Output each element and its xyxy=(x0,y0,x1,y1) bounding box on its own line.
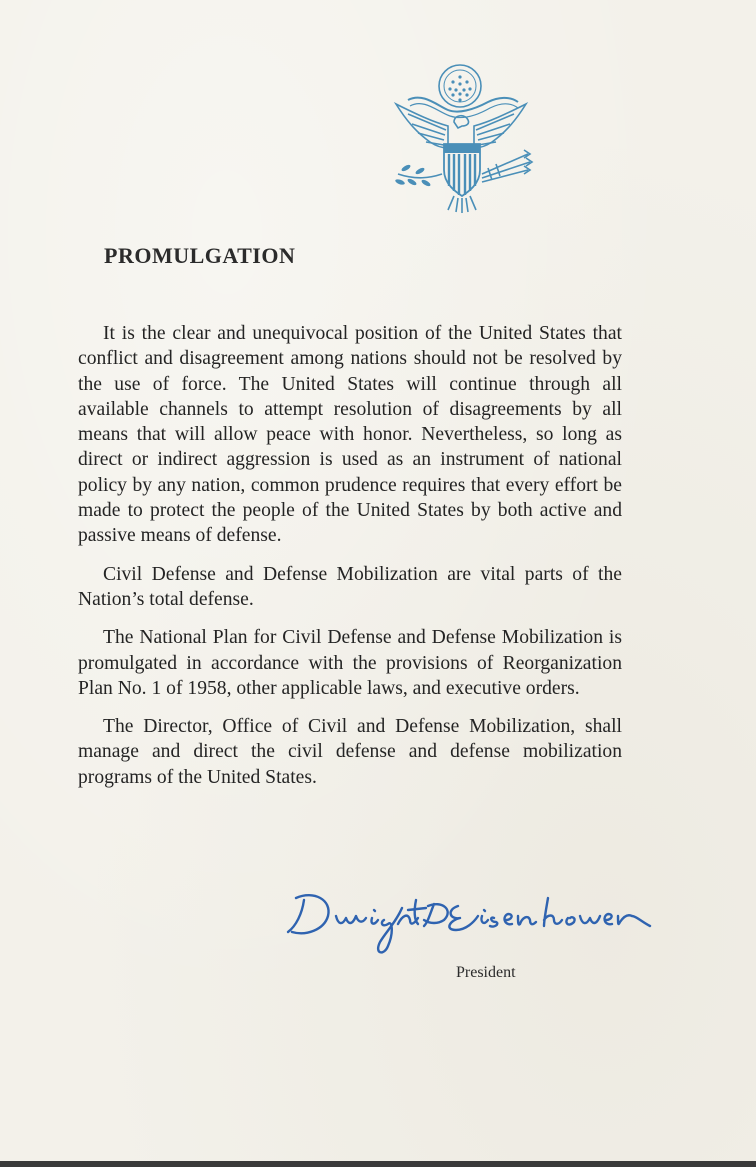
great-seal-icon xyxy=(388,62,538,214)
signature-title: President xyxy=(456,964,516,981)
paragraph: The Director, Office of Civil and Defense Mobilization, shall manage and direct the civil defense and defense mobilization programs of the United States. xyxy=(78,716,622,788)
paragraph: Civil Defense and Defense Mobilization are vital parts of the Nation’s total defense. xyxy=(78,563,622,610)
signature xyxy=(284,870,656,966)
body-text xyxy=(78,321,622,803)
paragraph: The National Plan for Civil Defense and Defense Mobilization is promulgated in accordance with the provisions of Reorganization Plan No. 1 of 1958, other applicable laws, and executive orders. xyxy=(78,627,622,699)
paragraph: It is the clear and unequivocal position of the United States that conflict and disagreement among nations should not be resolved by the use of force. The United States will continue through all available channels to attempt resolution of disagreements by all means that will allow peace with honor. Nevertheless, so long as direct or indirect aggression is used as an instrument of national policy by any nation, common prudence requires that every effort be made to protect the people of the United States by both active and passive means of defense. xyxy=(78,323,622,547)
page-title: PROMULGATION xyxy=(104,243,296,268)
